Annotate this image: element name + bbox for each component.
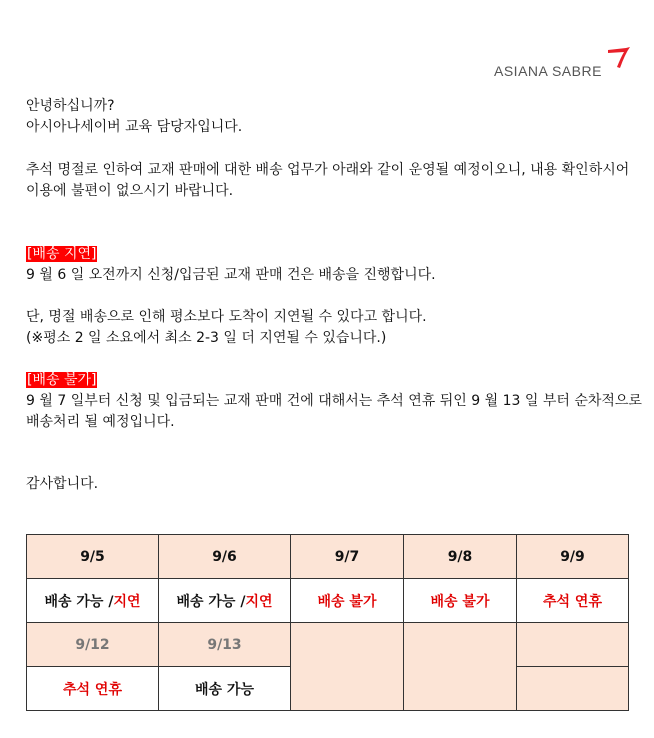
status-highlight: 지연 [113, 593, 141, 610]
delay-line-1: 9 월 6 일 오전까지 신청/입금된 교재 판매 건은 배송을 진행합니다. [26, 267, 436, 283]
date-cell: 9/9 [517, 535, 629, 579]
greeting-line-2: 아시아나세이버 교육 담당자입니다. [26, 119, 243, 135]
status-cell [291, 579, 404, 623]
status-cell [517, 579, 629, 623]
delay-tag: [배송 지연] [27, 246, 97, 262]
status-cell [404, 579, 517, 623]
empty-cell [291, 623, 404, 711]
table-row [27, 579, 629, 623]
status-text: 배송 가능 [195, 681, 254, 698]
table-row [27, 623, 629, 667]
status-cell [159, 579, 291, 623]
unavailable-heading [26, 370, 97, 391]
unavailable-line-1: 9 월 7 일부터 신청 및 입금되는 교재 판매 건에 대해서는 추석 연휴 뒤인 9 월 13 일 부터 순차적으로 [26, 393, 642, 409]
greeting-line-1: 안녕하십니까? [26, 98, 115, 114]
status-highlight: 지연 [245, 593, 273, 610]
status-cell [27, 667, 159, 711]
status-cell [159, 667, 291, 711]
unavailable-line-2: 배송처리 될 예정입니다. [26, 414, 175, 430]
delay-line-2: 단, 명절 배송으로 인해 평소보다 도착이 지연될 수 있다고 합니다. [26, 309, 427, 325]
status-highlight: 배송 불가 [317, 593, 377, 610]
date-cell: 9/12 [27, 623, 159, 667]
status-highlight: 배송 불가 [430, 593, 490, 610]
delay-line-3: (※평소 2 일 소요에서 최소 2-3 일 더 지연될 수 있습니다.) [26, 330, 387, 346]
table-row [27, 535, 629, 579]
delivery-schedule-table [26, 534, 629, 711]
status-text: 배송 가능 / [176, 593, 246, 610]
date-cell: 9/5 [27, 535, 159, 579]
date-cell: 9/8 [404, 535, 517, 579]
logo-text: ASIANA SABRE [494, 63, 602, 79]
asiana-sabre-logo [494, 46, 634, 82]
closing-text: 감사합니다. [26, 476, 99, 492]
status-text: 배송 가능 / [44, 593, 114, 610]
delay-heading [26, 244, 97, 265]
empty-cell [517, 623, 629, 667]
date-cell: 9/7 [291, 535, 404, 579]
date-cell: 9/6 [159, 535, 291, 579]
unavailable-tag: [배송 불가] [27, 372, 97, 388]
date-cell: 9/13 [159, 623, 291, 667]
status-cell [27, 579, 159, 623]
empty-cell [517, 667, 629, 711]
status-highlight: 추석 연휴 [63, 681, 122, 698]
empty-cell [404, 623, 517, 711]
status-highlight: 추석 연휴 [543, 593, 602, 610]
logo-swoosh-icon [606, 46, 632, 70]
intro-line-2: 이용에 불편이 없으시기 바랍니다. [26, 183, 234, 199]
intro-line-1: 추석 명절로 인하여 교재 판매에 대한 배송 업무가 아래와 같이 운영될 예정이오니, 내용 확인하시어 [26, 162, 630, 178]
